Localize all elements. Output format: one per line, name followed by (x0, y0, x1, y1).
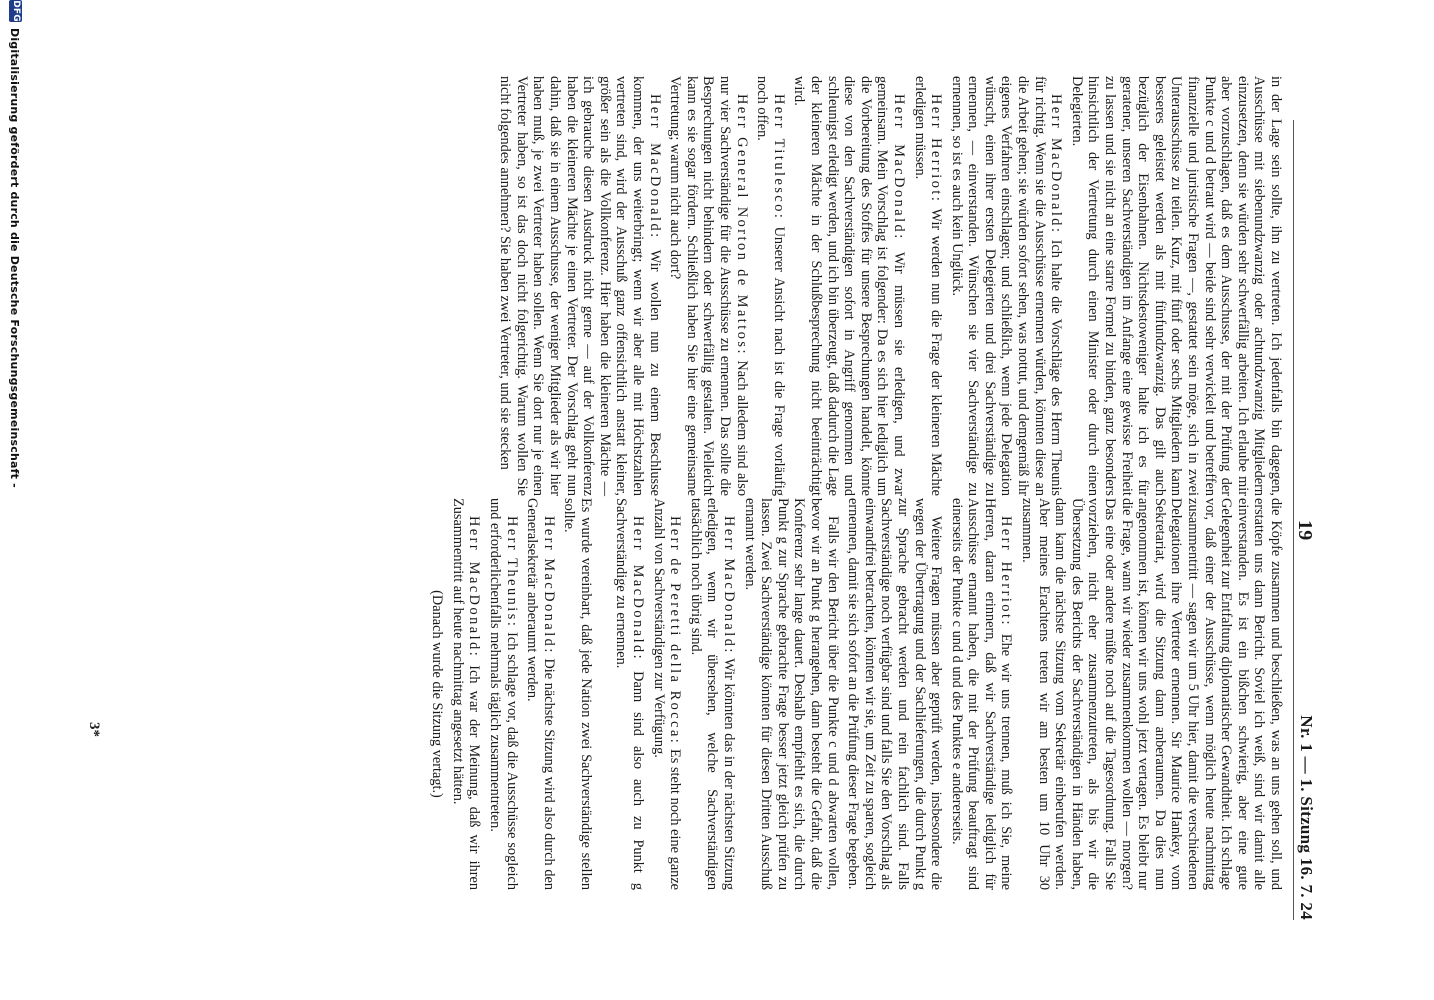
paragraph (1068, 76, 1284, 496)
digitization-footer (4, 0, 24, 1000)
paragraph-text: in der Lage sein sollte, ihn zu vertreten. Ich jedenfalls bin dagegen, Ausschüsse mit siebenundzwanzig oder achtundzwanzig Mitgliedern einzusetzen, denn sie würden sehr schwerfällig arbeiten. Ich erlaube mir aber vorzuschlagen, daß es dem Ausschusse, der mit der Prüfung der Punkte c und d betraut wird — beide sind sehr verwickelt und betreffen finanzielle und juristische Fragen —, gestattet sein möge, sich in zwei Unterausschüsse zu teilen. Kurz, mit fünf oder sechs Mitgliedern kann besseres geleistet werden als mit fünfundzwanzig. Das gilt auch bezüglich der Eisenbahnen. Nichtsdestoweniger halte ich es für geratener, unseren Sachverständigen im Anfange eine gewisse Freiheit zu lassen und sie nicht an eine starre Formel zu binden, ganz besonders hinsichtlich der Vertretung durch einen Minister oder durch einen Delegierten. (1068, 76, 1284, 496)
text-column-lower (425, 498, 594, 890)
speaker-name: Herr General Norton de Mattos: (733, 94, 750, 356)
paragraph (613, 498, 646, 890)
paragraph-text: Wir könnten das in der nächsten Sitzung erledigen, wenn wir übersehen, welche Sachverständigen tatsächlich noch übrig sind. (687, 498, 737, 890)
paragraph (497, 76, 663, 496)
paragraph (449, 498, 482, 890)
speaker-name: Herr MacDonald: (721, 516, 737, 655)
speaker-name: Herr Herriot: (998, 516, 1015, 627)
text-column-right (493, 76, 1284, 496)
paragraph-text: Ehe wir uns trennen, muß ich Sie, meine Herren, daran erinnern, daß wir Sachverständige lediglich für Ausschüsse ernannt haben, die mit der Prüfung beauftragt sind einerseits der Punkte c und d und des Punktes e andererseits. (948, 498, 1015, 891)
speaker-name: Herr MacDonald: (890, 94, 907, 241)
paragraph (486, 498, 519, 890)
paragraph-text: (Danach wurde die Sitzung vertagt.) (429, 590, 446, 798)
dfg-logo-icon: DFG (11, 0, 21, 22)
paragraph-text: Ich war der Meinung, daß wir ihren Zusammentritt auf heute nachmittag angesetzt hätten. (449, 498, 483, 890)
page-header (1292, 520, 1316, 920)
sheet-signature: 3* (86, 722, 102, 737)
paragraph-text: Die nächste Sitzung wird also durch den Generalsekretär anberaumt werden. (524, 498, 557, 890)
speaker-name: Herr MacDonald: (630, 516, 647, 662)
speaker-name: Herr MacDonald: (540, 516, 557, 655)
paragraph-text: Falls wir den Bericht über die Punkte c und d abwarten wollen, bevor wir an Punkt g herangehen, dann besteht die Gefahr, daß die Konferenz sehr lange dauert. Deshalb empfiehlt es sich, die durch Punkt g zur Sprache gebrachte Frage besser jetzt gleich prüfen zu lassen. Zwei Sachverständige könnten für diesen Dritten Ausschuß ernannt werden. (741, 498, 841, 890)
paragraph (741, 498, 841, 890)
paragraph-text: Wir wollen nun zu einem Beschlusse kommen, der uns weiterbringt; wenn wir aber alle mit Höchstzahlen vertreten sind, wird der Ausschuß ganz offensichtlich anstatt kleiner, größer sein als die Vollkonferenz. Hier haben die kleineren Mächte — ich gebrauche diesen Ausdruck nicht gerne — auf der Vollkonferenz haben die kleineren Mächte je einen Vertreter. Der Vorschlag geht nun dahin, daß sie in einem Ausschusse, der weniger Mitglieder als wir hier haben muß, je zwei Vertreter haben sollen. Wenn Sie dort nur je einen Vertreter haben, so ist das doch nicht folgerichtig. Warum wollen Sie nicht folgendes annehmen? Sie haben zwei Vertreter, und sie stecken (497, 76, 663, 496)
session-label: Nr. 1 — 1. Sitzung 16. 7. 24 (1297, 715, 1316, 920)
speaker-name: Herr MacDonald: (466, 516, 483, 659)
text-column-left (609, 498, 1284, 890)
paragraph (754, 76, 787, 496)
header-rule (1293, 120, 1294, 920)
speaker-name: Herr de Peretti della Rocca: (667, 516, 684, 746)
paragraph-text: Wir werden nun die Frage der kleineren Mächte erledigen müssen. (911, 76, 945, 496)
paragraph (1019, 498, 1285, 890)
speaker-name: Herr Titulesco: (770, 94, 787, 221)
paragraph-text: Unserer Ansicht nach ist die Frage vorläufig noch offen. (754, 76, 787, 496)
paragraph-text: Ich halte die Vorschläge des Herrn Theunis für richtig. Wenn sie die Ausschüsse ernennen würden, könnten diese an die Arbeit gehen; sie würden sofort sehen, was nottut, und demgemäß ihr eigenes Verfahren einschlagen; und schließlich, wenn jede Delegation wünscht, einen ihrer ersten Delegierten und drei Sachverständige zu ernennen, — einverstanden. Wünschen sie vier Sachverständige zu ernennen, so ist es auch kein Unglück. (948, 76, 1065, 496)
paragraph (667, 76, 750, 496)
paragraph (561, 498, 594, 890)
paragraph (650, 498, 683, 890)
paragraph-text: Weitere Fragen müssen aber geprüft werden, insbesondere die wegen der Übertragung und der Sachlieferungen, die durch Punkt g zur Sprache gebracht werden und rein fachlich sind. Falls Sachverständige noch verfügbar sind und falls Sie den Vorschlag als einwandfrei betrachten, könnten wir sie, um Zeit zu sparen, sogleich ernennen, damit sie sich sofort an die Prüfung dieser Frage begeben. (845, 498, 945, 890)
speaker-name: Herr Herriot: (928, 94, 945, 204)
paragraph (948, 498, 1014, 890)
speaker-name: Herr Theunis: (503, 516, 520, 629)
paragraph-text: Es wurde vereinbart, daß jede Nation zwei Sachverständige stellen sollte. (561, 498, 594, 890)
digitization-credit: Digitalisierung gefördert durch die Deutsche Forschungsgemeinschaft - (8, 28, 21, 488)
paragraph (845, 498, 945, 890)
paragraph-text: Ich schlage vor, daß die Ausschüsse sogleich und erforderlichenfalls mehrmals täglich zusammentreten. (487, 498, 520, 891)
paragraph (791, 76, 907, 496)
paragraph (524, 498, 557, 890)
paragraph (429, 498, 446, 890)
paragraph (948, 76, 1064, 496)
paragraph (911, 76, 944, 496)
speaker-name: Herr MacDonald: (1048, 94, 1065, 235)
paragraph-text: Dann sind also auch zu Punkt g Sachverständige zu ernennen. (613, 498, 647, 890)
paragraph-text: Es steht noch eine ganze Anzahl von Sachverständigen zur Verfügung. (650, 498, 684, 891)
speaker-name: Herr MacDonald: (646, 94, 663, 240)
paragraph-text: Wir müssen sie erledigen, und zwar gemeinsam. Mein Vorschlag ist folgender: Da es sich hier lediglich um die Vorbereitung des Stoffes für unsere Besprechungen handelt, könnte diese von den Sachverständigen sofort in Angriff genommen und schleunigst erledigt werden, und ich bin überzeugt, daß dadurch die Lage der kleineren Mächte in der Schlußbesprechung nicht beeinträchtigt wird. (791, 76, 907, 496)
paragraph-text: die Köpfe zusammen und beschließen, was an uns gehen soll, und erstatten uns dann Bericht. Soviel ich weiß, sind wir damit alle einverstanden. Es ist ein bißchen schwierig, aber eine gute Gelegenheit zur Entfaltung diplomatischer Gewandtheit. Ich schlage vor, daß einer der Ausschüsse, wenn möglich heute nachmittag zusammentritt — sagen wir um 5 Uhr hier, damit die verschiedenen Delegationen ihre Vertreter ernennen. Sir Maurice Hankey, vom Sekretariat, wird die Sitzung dann anberaumen. Da dies nun angenommen ist, können wir uns wohl jetzt vertagen. Es bleibt nur die Frage, wann wir wieder zusammenkommen wollen — morgen? Das eine oder andere müßte noch auf die Tagesordnung. Falls Sie vorziehen, nicht eher zusammenzutreten, als bis wir die Übersetzung des Berichts der Sachverständigen in Händen haben, dann kann die nächste Sitzung vom Sekretär einberufen werden. Aber meines Erachtens treten wir am besten um 10 Uhr 30 zusammen. (1019, 498, 1284, 890)
page-number: 19 (1294, 520, 1316, 541)
paragraph (687, 498, 737, 890)
paragraph-text: Nach alledem sind also nur vier Sachverständige für die Ausschüsse zu ernennen. Das sollte die Besprechungen nicht behindern oder schwerfällig gestalten. Vielleicht kann es sie sogar fördern. Schließlich haben Sie hier eine gemeinsame Vertretung; warum nicht auch dort? (667, 76, 750, 496)
